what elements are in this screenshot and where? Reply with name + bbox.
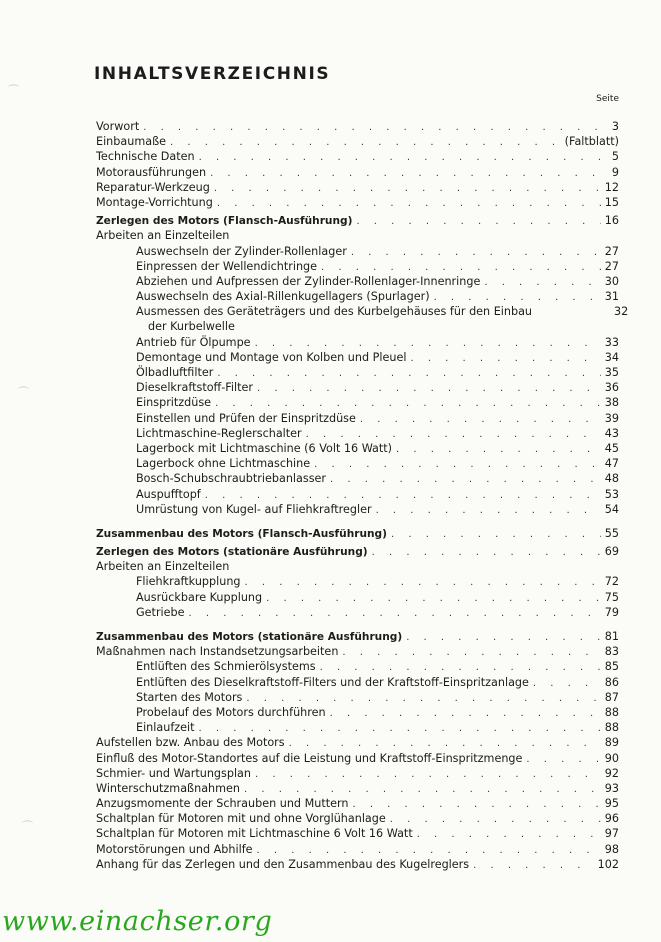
toc-entry-title: Lagerbock mit Lichtmaschine (6 Volt 16 Watt) — [136, 441, 393, 455]
toc-entry — [96, 195, 619, 210]
toc-entry-page: 69 — [604, 545, 619, 559]
toc-entry — [96, 826, 619, 841]
toc-entry-title: Motorausführungen — [96, 165, 207, 179]
toc-entry-page: 55 — [604, 526, 619, 540]
toc-entry-title: Einspritzdüse — [136, 396, 212, 410]
toc-entry — [96, 487, 619, 502]
dot-leader — [189, 606, 601, 621]
toc-entry-title: Anzugsmomente der Schrauben und Muttern — [96, 797, 349, 811]
toc-entry-page: 5 — [611, 150, 619, 164]
dot-leader — [330, 472, 601, 487]
dot-leader — [255, 336, 601, 351]
dot-leader — [266, 591, 601, 606]
toc-entry-page: 36 — [604, 381, 619, 395]
table-of-contents — [96, 119, 629, 872]
toc-entry-page: 9 — [611, 165, 619, 179]
dot-leader — [257, 843, 601, 858]
page-title: INHALTSVERZEICHNIS — [94, 64, 331, 84]
toc-entry-title-line1: Ausmessen des Geräteträgers und des Kurbelgehäuses für den Einbau — [136, 305, 533, 319]
toc-entry-page: 92 — [604, 766, 619, 780]
toc-entry-page: 97 — [604, 827, 619, 841]
toc-entry-page: 88 — [604, 721, 619, 735]
toc-entry-page: 93 — [604, 781, 619, 795]
dot-leader — [205, 488, 601, 503]
dot-leader — [257, 381, 601, 396]
toc-entry — [96, 149, 619, 164]
toc-entry-title: Auswechseln des Axial-Rillenkugellagers (Spurlager) — [136, 290, 430, 304]
toc-entry-page: 15 — [604, 195, 619, 209]
dot-leader — [214, 181, 601, 196]
toc-entry — [96, 441, 619, 456]
toc-entry — [96, 857, 619, 872]
dot-leader — [391, 527, 601, 542]
toc-entry-page: 96 — [604, 812, 619, 826]
toc-entry-title: Entlüften des Dieselkraftstoff-Filters und der Kraftstoff-Einspritzanlage — [136, 675, 529, 689]
toc-entry-page: 47 — [604, 457, 619, 471]
toc-entry — [96, 735, 619, 750]
toc-entry-title: Einbaumaße — [96, 135, 166, 149]
toc-entry-page: 81 — [604, 630, 619, 644]
toc-entry-title: Technische Daten — [96, 150, 195, 164]
toc-entry-page: 102 — [597, 857, 619, 871]
toc-entry-title: Einfluß des Motor-Standortes auf die Leistung und Kraftstoff-Einspritzmenge — [96, 751, 523, 765]
toc-entry — [96, 644, 619, 659]
watermark-url[interactable]: www.einachser.org — [2, 906, 273, 937]
dot-leader — [245, 575, 601, 590]
toc-entry-page: 35 — [604, 366, 619, 380]
toc-entry — [96, 842, 619, 857]
toc-entry — [96, 629, 619, 644]
toc-entry-page: 79 — [604, 605, 619, 619]
toc-entry-title: Anhang für das Zerlegen und den Zusammenbau des Kugelreglers — [96, 857, 470, 871]
dot-leader — [390, 812, 601, 827]
toc-entry-page: 43 — [604, 426, 619, 440]
toc-entry-title: Lagerbock ohne Lichtmaschine — [136, 457, 311, 471]
toc-entry-title: Demontage und Montage von Kolben und Pleuel — [136, 350, 407, 364]
toc-entry — [96, 720, 619, 735]
toc-entry-page: 72 — [604, 575, 619, 589]
toc-entry — [96, 526, 619, 541]
toc-entry-page: 39 — [604, 411, 619, 425]
toc-entry — [96, 259, 619, 274]
toc-entry-title: Arbeiten an Einzelteilen — [96, 560, 230, 574]
toc-entry-title: Fliehkraftkupplung — [136, 575, 241, 589]
dot-leader — [217, 196, 601, 211]
dot-leader — [330, 706, 601, 721]
scan-mark: ⌒ — [22, 820, 33, 833]
dot-leader — [372, 545, 601, 560]
toc-entry-page: 86 — [604, 675, 619, 689]
toc-entry — [96, 456, 619, 471]
toc-entry — [96, 811, 619, 826]
toc-entry — [96, 380, 619, 395]
dot-leader — [246, 691, 600, 706]
toc-entry-page: 95 — [604, 797, 619, 811]
scan-mark: ⌒ — [8, 84, 19, 97]
toc-entry — [96, 335, 619, 350]
dot-leader — [170, 135, 561, 150]
toc-entry-title: Antrieb für Ölpumpe — [136, 335, 251, 349]
dot-leader — [306, 427, 601, 442]
toc-entry — [96, 180, 619, 195]
dot-leader — [244, 782, 601, 797]
toc-entry-title: Einstellen und Prüfen der Einspritzdüse — [136, 411, 356, 425]
toc-entry-title: Ölbadluftfilter — [136, 366, 214, 380]
toc-entry — [96, 559, 619, 574]
dot-leader — [360, 412, 601, 427]
page-column-header: Seite — [596, 94, 619, 104]
scan-mark: ⌒ — [18, 386, 29, 399]
toc-entry-title: Bosch-Schubschraubtriebanlasser — [136, 472, 327, 486]
toc-entry — [96, 590, 619, 605]
dot-leader — [376, 503, 601, 518]
toc-entry-title: Schaltplan für Motoren mit und ohne Vorglühanlage — [96, 812, 386, 826]
toc-entry-page: 48 — [604, 472, 619, 486]
toc-entry-page: 3 — [611, 120, 619, 133]
toc-entry-page: 12 — [604, 180, 619, 194]
toc-entry-page: 75 — [604, 590, 619, 604]
toc-entry — [96, 690, 619, 705]
toc-entry-title: Entlüften des Schmierölsystems — [136, 660, 316, 674]
toc-entry — [96, 471, 619, 486]
toc-entry-title: Einlaufzeit — [136, 721, 195, 735]
toc-entry-title: Starten des Motors — [136, 690, 243, 704]
dot-leader — [434, 290, 601, 305]
dot-leader — [352, 797, 600, 812]
toc-entry-page: 38 — [604, 396, 619, 410]
dot-leader — [410, 351, 600, 366]
toc-entry-page: 34 — [604, 350, 619, 364]
dot-leader — [321, 260, 601, 275]
dot-leader — [314, 457, 601, 472]
toc-entry-page: 31 — [604, 290, 619, 304]
dot-leader — [473, 858, 594, 873]
toc-entry-title: Zerlegen des Motors (Flansch-Ausführung) — [96, 215, 353, 228]
toc-entry-title: Umrüstung von Kugel- auf Fliehkraftregler — [136, 502, 372, 516]
toc-entry-title-line2: der Kurbelwelle — [148, 320, 235, 334]
toc-entry — [96, 228, 619, 243]
toc-entry-title: Probelauf des Motors durchführen — [136, 705, 326, 719]
dot-leader — [210, 166, 601, 181]
toc-entry — [96, 165, 619, 180]
toc-entry-title: Getriebe — [136, 605, 185, 619]
toc-entry-page: 85 — [604, 660, 619, 674]
toc-entry-page: 90 — [604, 751, 619, 765]
toc-entry-page: 27 — [604, 259, 619, 273]
toc-entry-page: 30 — [604, 274, 619, 288]
dot-leader — [406, 630, 601, 645]
toc-entry-title: Arbeiten an Einzelteilen — [96, 229, 230, 243]
toc-entry-title: Schmier- und Wartungsplan — [96, 766, 252, 780]
toc-entry — [96, 605, 619, 620]
toc-entry-page: 33 — [604, 335, 619, 349]
dot-leader — [255, 767, 601, 782]
toc-entry — [96, 134, 619, 149]
toc-entry-page: 98 — [604, 842, 619, 856]
toc-entry-title: Dieselkraftstoff-Filter — [136, 381, 253, 395]
toc-entry-title: Ausrückbare Kupplung — [136, 590, 263, 604]
toc-entry — [96, 119, 619, 134]
toc-entry — [96, 395, 619, 410]
toc-entry — [96, 365, 619, 380]
toc-entry — [96, 304, 629, 334]
toc-entry — [96, 751, 619, 766]
toc-entry-title: Zusammenbau des Motors (Flansch-Ausführung) — [96, 527, 387, 540]
toc-entry — [96, 213, 619, 228]
toc-entry-title: Einpressen der Wellendichtringe — [136, 259, 318, 273]
toc-entry-title: Zusammenbau des Motors (stationäre Ausführung) — [96, 631, 403, 644]
toc-entry-title: Lichtmaschine-Reglerschalter — [136, 426, 302, 440]
dot-leader — [215, 396, 601, 411]
toc-entry-page: 27 — [604, 244, 619, 258]
toc-entry-page: 83 — [604, 645, 619, 659]
toc-entry — [96, 574, 619, 589]
toc-entry — [96, 426, 619, 441]
toc-entry — [96, 796, 619, 811]
toc-entry — [96, 289, 619, 304]
toc-entry-page: 88 — [604, 705, 619, 719]
dot-leader — [417, 827, 601, 842]
toc-entry-page: (Faltblatt) — [564, 135, 619, 149]
toc-entry-page: 87 — [604, 690, 619, 704]
toc-entry-page: 32 — [614, 305, 629, 319]
toc-entry — [96, 705, 619, 720]
dot-leader — [484, 275, 600, 290]
toc-entry-title: Maßnahmen nach Instandsetzungsarbeiten — [96, 645, 339, 659]
dot-leader — [351, 245, 601, 260]
dot-leader — [320, 660, 601, 675]
toc-entry-title: Vorwort — [96, 120, 140, 133]
dot-leader — [143, 120, 601, 135]
toc-entry-title: Motorstörungen und Abhilfe — [96, 842, 253, 856]
dot-leader — [289, 736, 601, 751]
dot-leader — [342, 645, 600, 660]
toc-entry-title: Winterschutzmaßnahmen — [96, 781, 241, 795]
dot-leader — [199, 150, 601, 165]
dot-leader — [356, 214, 600, 229]
toc-entry — [96, 766, 619, 781]
toc-entry-page: 54 — [604, 502, 619, 516]
dot-leader — [199, 721, 601, 736]
toc-entry-title — [136, 304, 606, 334]
dot-leader — [533, 676, 601, 691]
toc-entry-title: Montage-Vorrichtung — [96, 195, 213, 209]
dot-leader — [217, 366, 600, 381]
toc-entry — [96, 502, 619, 517]
toc-entry-title: Abziehen und Aufpressen der Zylinder-Rollenlager-Innenringe — [136, 274, 481, 288]
toc-entry-title: Auspufftopf — [136, 487, 201, 501]
toc-entry — [96, 781, 619, 796]
toc-entry — [96, 350, 619, 365]
toc-entry-title: Schaltplan für Motoren mit Lichtmaschine 6 Volt 16 Watt — [96, 827, 413, 841]
toc-entry — [96, 544, 619, 559]
toc-entry — [96, 659, 619, 674]
toc-entry-page: 53 — [604, 487, 619, 501]
toc-entry — [96, 675, 619, 690]
toc-entry-title: Zerlegen des Motors (stationäre Ausführung) — [96, 546, 368, 559]
toc-entry — [96, 244, 619, 259]
dot-leader — [396, 442, 601, 457]
toc-entry-page: 16 — [604, 214, 619, 228]
toc-entry — [96, 411, 619, 426]
toc-entry-title: Reparatur-Werkzeug — [96, 180, 210, 194]
toc-entry-page: 45 — [604, 441, 619, 455]
toc-entry-title: Auswechseln der Zylinder-Rollenlager — [136, 244, 347, 258]
dot-leader — [526, 752, 600, 767]
toc-entry — [96, 274, 619, 289]
toc-entry-page: 89 — [604, 736, 619, 750]
toc-entry-title: Aufstellen bzw. Anbau des Motors — [96, 736, 285, 750]
